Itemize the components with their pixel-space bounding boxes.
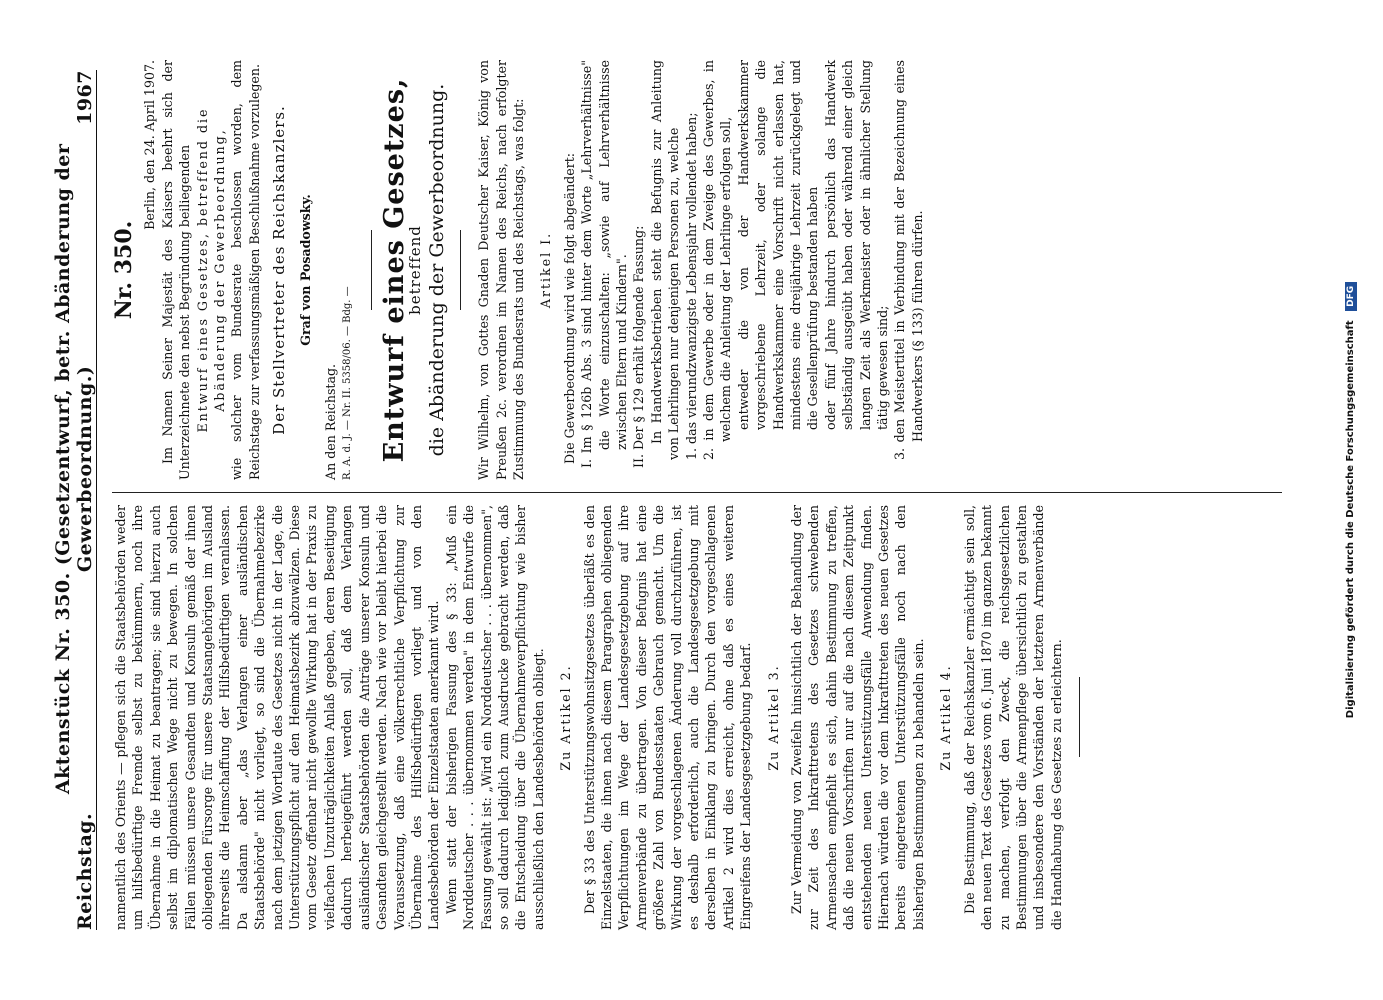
separator bbox=[371, 230, 372, 310]
dfg-logo: DFG bbox=[1345, 282, 1357, 311]
paragraph: Der § 33 des Unterstützungswohnsitzgesetzes überläßt es den Einzelstaaten, die ihnen nach diesem Paragraphen obliegenden Verpflichtungen im Wege der Landesgesetzgebung auf ihre Armenverbände zu übertragen. Von dieser Befugnis hat eine größere Zahl von Bundesstaaten Gebrauch gemacht. Um die Wirkung der vorgeschlagenen Änderung voll durchzuführen, ist es deshalb erforderlich, auch die Landesgesetzgebung mit derselben in Einklang zu bringen. Durch den vorgeschlagenen Artikel 2 wird dies erreicht, ohne daß es eines weiteren Eingreifens der Landesgesetzgebung bedarf. bbox=[581, 505, 754, 930]
signer-name: Graf von Posadowsky. bbox=[297, 194, 313, 346]
page-number: 1967 bbox=[74, 70, 96, 125]
subject-line: Abänderung der Gewerbeordnung, bbox=[212, 128, 228, 412]
article-heading: Artikel I. bbox=[538, 231, 554, 309]
separator bbox=[1079, 678, 1080, 758]
paragraph: Die Bestimmung, daß der Reichskanzler ermächtigt sein soll, den neuen Text des Gesetzes vom 6. Juni 1870 im ganzen bekannt zu machen, verfolgt den Zweck, die reichsgesetzlichen Bestimmungen über die Armenpflege übersichtlich zu gestalten und insbesondere den Vorständen der letzteren Armenverbände die Handhabung des Gesetzes zu erleichtern. bbox=[961, 505, 1064, 930]
draft-title: Entwurf eines Gesetzes, bbox=[378, 77, 410, 463]
reference: R. A. d. J. — Nr. II. 5358/06. — Bdg. — bbox=[342, 286, 354, 480]
section-heading: Zu Artikel 3. bbox=[765, 664, 781, 771]
dateline: Berlin, den 24. April 1907. bbox=[142, 60, 158, 230]
paragraph: Im Namen Seiner Majestät des Kaisers beehrt sich der Unterzeichnete den nebst Begründung beiliegenden bbox=[159, 60, 193, 480]
digitization-credit bbox=[1345, 0, 1357, 1000]
paragraph: In Handwerksbetrieben steht die Befugnis zur Anleitung von Lehrlingen nur denjenigen Personen zu, welche bbox=[648, 60, 682, 460]
paragraph: Zur Vermeidung von Zweifeln hinsichtlich der Behandlung der zur Zeit des Inkrafttretens des Gesetzes schwebenden Armensachen empfiehlt es sich, dahin Bestimmung zu treffen, daß die neuen Vorschriften nur auf die nach diesem Zeitpunkt entstehenden neuen Unterstützungsfälle Anwendung finden. Hiernach würden die vor dem Inkrafttreten des neuen Gesetzes bereits eingetretenen Unterstützungsfälle noch nach den bisherigen Bestimmungen zu behandeln sein. bbox=[789, 505, 926, 930]
list-subitem: oder fünf Jahre hindurch persönlich das Handwerk selbständig ausgeübt haben oder während einer gleich langen Zeit als Werkmeister oder in ähnlicher Stellung tätig gewesen sind; bbox=[822, 60, 891, 430]
header-left: Reichstag. bbox=[74, 812, 96, 930]
credit-text: Digitalisierung gefördert durch die Deutsche Forschungsgemeinschaft bbox=[1345, 320, 1356, 719]
separator bbox=[460, 230, 461, 310]
list-item: I. Im § 126b Abs. 3 sind hinter dem Worte „Lehrverhältnisse" die Worte einzuschalten: „sowie auf Lehrverhältnisse zwischen Eltern und Kindern". bbox=[579, 60, 629, 468]
right-column bbox=[112, 60, 1300, 480]
draft-subject: die Abänderung der Gewerbeordnung. bbox=[425, 83, 448, 457]
header-title: Aktenstück Nr. 350. (Gesetzentwurf, betr. Abänderung der Gewerbeordnung.) bbox=[52, 143, 96, 795]
list-item: II. Der § 129 erhält folgende Fassung: bbox=[631, 225, 647, 468]
signer-title: Der Stellvertreter des Reichskanzlers. bbox=[270, 105, 289, 435]
document-number: Nr. 350. bbox=[111, 220, 137, 320]
running-header bbox=[52, 70, 97, 930]
draft-betreffend: betreffend bbox=[406, 225, 425, 315]
list-subitem: entweder die von der Handwerkskammer vorgeschriebene Lehrzeit, oder solange die Handwerkskammer eine Vorschrift nicht erlassen hat, mindestens eine dreijährige Lehrzeit zurückgelegt und die Gesellenprüfung bestanden haben bbox=[735, 60, 821, 430]
subject-line: Entwurf eines Gesetzes, betreffend die bbox=[194, 107, 210, 433]
paragraph: wie solcher vom Bundesrate beschlossen worden, dem Reichstage zur verfassungsmäßigen Beschlußnahme vorzulegen. bbox=[229, 60, 262, 480]
section-heading: Zu Artikel 2. bbox=[558, 664, 574, 771]
paragraph: namentlich des Orients — pflegen sich die Staatsbehörden weder um hilfsbedürftige Fremde selbst zu bekümmern, noch ihre Übernahme in die Heimat zu beantragen; sie sind hierzu auch selbst im diplomatischen Wege nicht zu bewegen. In solchen Fällen müssen unsere Gesandten und Konsuln gemäß der ihnen obliegenden Fürsorge für unsere Staatsangehörigen im Ausland ihrerseits die Heimschaffung der Hilfsbedürftigen veranlassen. Da alsdann aber „das Verlangen einer ausländischen Staatsbehörde" nicht vorliegt, so sind die Übernahmebezirke nach dem jetzigen Wortlaute des Gesetzes nicht in der Lage, die Unterstützungspflicht auf den Heimatsbezirk abzuwälzen. Diese vom Gesetz offenbar nicht gewollte Wirkung hat in der Praxis zu vielfachen Unzuträglichkeiten Anlaß gegeben, deren Beseitigung dadurch herbeigeführt werden soll, daß dem Verlangen ausländischer Staatsbehörden die Anträge unserer Konsuln und Gesandten gleichgestellt werden. Nach wie vor bleibt hierbei die Voraussetzung, daß eine völkerrechtliche Verpflichtung zur Übernahme des Hilfsbedürftigen vorliegt und von den Landesbehörden der Einzelstaaten anerkannt wird. bbox=[113, 505, 442, 930]
left-column bbox=[112, 505, 1300, 930]
column-divider bbox=[112, 492, 1282, 493]
list-item: 1. das vierundzwanzigste Lebensjahr vollendet haben; bbox=[683, 112, 699, 460]
list-item: 2. in dem Gewerbe oder in dem Zweige des Gewerbes, in welchem die Anleitung der Lehrlinge erfolgen soll, bbox=[700, 60, 734, 460]
section-heading: Zu Artikel 4. bbox=[938, 664, 954, 771]
addressee: An den Reichstag. bbox=[323, 363, 339, 480]
preamble: Wir Wilhelm, von Gottes Gnaden Deutscher Kaiser, König von Preußen 2c. verordnen im Namen des Reichs, nach erfolgter Zustimmung des Bundesrats und des Reichstags, was folgt: bbox=[476, 60, 526, 480]
paragraph: Die Gewerbeordnung wird wie folgt abgeändert: bbox=[561, 152, 577, 464]
list-item: 3. den Meistertitel in Verbindung mit der Bezeichnung eines Handwerkers (§ 133) führen dürfen. bbox=[892, 60, 925, 460]
paragraph: Wenn statt der bisherigen Fassung des § 33: „Muß ein Norddeutscher . . . übernommen werden" in dem Entwurfe die Fassung gewählt ist: „Wird ein Norddeutscher . . . übernommen", so soll dadurch lediglich zum Ausdrucke gebracht werden, daß die Entscheidung über die Übernahmeverpflichtung wie bisher ausschließlich den Landesbehörden obliegt. bbox=[443, 505, 546, 930]
